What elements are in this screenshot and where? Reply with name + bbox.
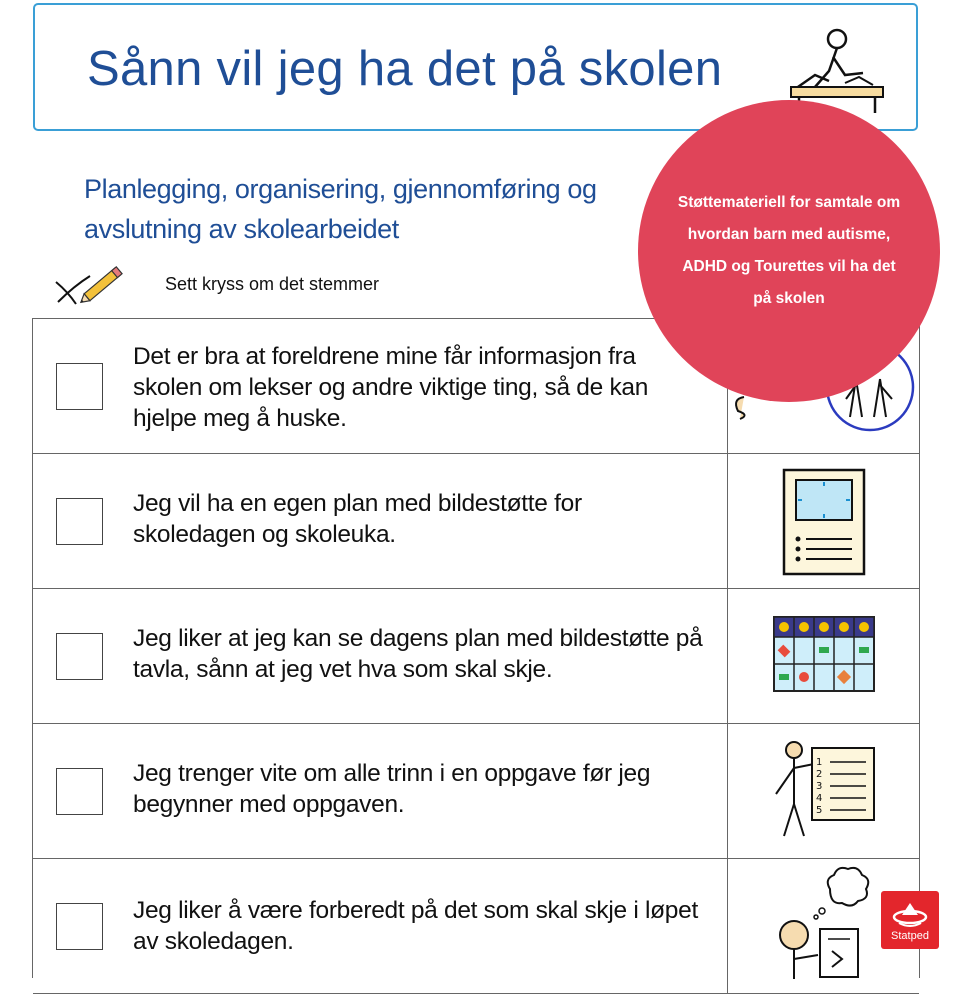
checklist-row <box>33 454 919 589</box>
svg-text:5: 5 <box>816 805 823 816</box>
row-text: Jeg trenger vite om alle trinn i en oppgave før jeg begynner med oppgaven. <box>133 760 651 818</box>
checklist-row <box>33 724 919 859</box>
checklist-table <box>32 318 920 978</box>
section-subtitle: Planlegging, organisering, gjennomføring og avslutning av skolearbeidet <box>84 174 597 244</box>
icon-cell <box>727 589 919 723</box>
checkbox[interactable] <box>56 768 103 815</box>
row-text: Jeg liker at jeg kan se dagens plan med bildestøtte på tavla, sånn at jeg vet hva som skal skje. <box>133 625 703 683</box>
statped-logo-icon <box>881 893 939 933</box>
checklist-row <box>33 589 919 724</box>
icon-cell <box>727 454 919 588</box>
statped-label: Statped <box>891 930 929 942</box>
checklist-row <box>33 859 919 994</box>
svg-text:2: 2 <box>816 769 823 780</box>
svg-text:4: 4 <box>816 793 823 804</box>
row-text: Jeg liker å være forberedt på det som skal skje i løpet av skoledagen. <box>133 897 698 955</box>
badge-text: Støttemateriell for samtale om hvordan barn med autisme, ADHD og Tourettes vil ha det på skolen <box>677 194 901 307</box>
info-badge <box>638 100 940 402</box>
picture-schedule-icon <box>728 454 920 589</box>
weekly-board-icon <box>728 589 920 724</box>
row-text: Det er bra at foreldrene mine får informasjon fra skolen om lekser og andre viktige ting, så de kan hjelpe meg å huske. <box>133 343 649 432</box>
checkbox[interactable] <box>56 903 103 950</box>
svg-text:1: 1 <box>816 757 823 768</box>
statped-logo <box>881 891 939 949</box>
svg-text:3: 3 <box>816 781 823 792</box>
instruction-text: Sett kryss om det stemmer <box>165 274 380 294</box>
row-text: Jeg vil ha en egen plan med bildestøtte for skoledagen og skoleuka. <box>133 490 582 548</box>
checkbox[interactable] <box>56 363 103 410</box>
checkbox[interactable] <box>56 633 103 680</box>
checkbox[interactable] <box>56 498 103 545</box>
page-title: Sånn vil jeg ha det på skolen <box>87 42 723 96</box>
step-list-icon <box>728 724 920 859</box>
cross-and-pencil-icon <box>52 262 127 308</box>
icon-cell <box>727 724 919 858</box>
